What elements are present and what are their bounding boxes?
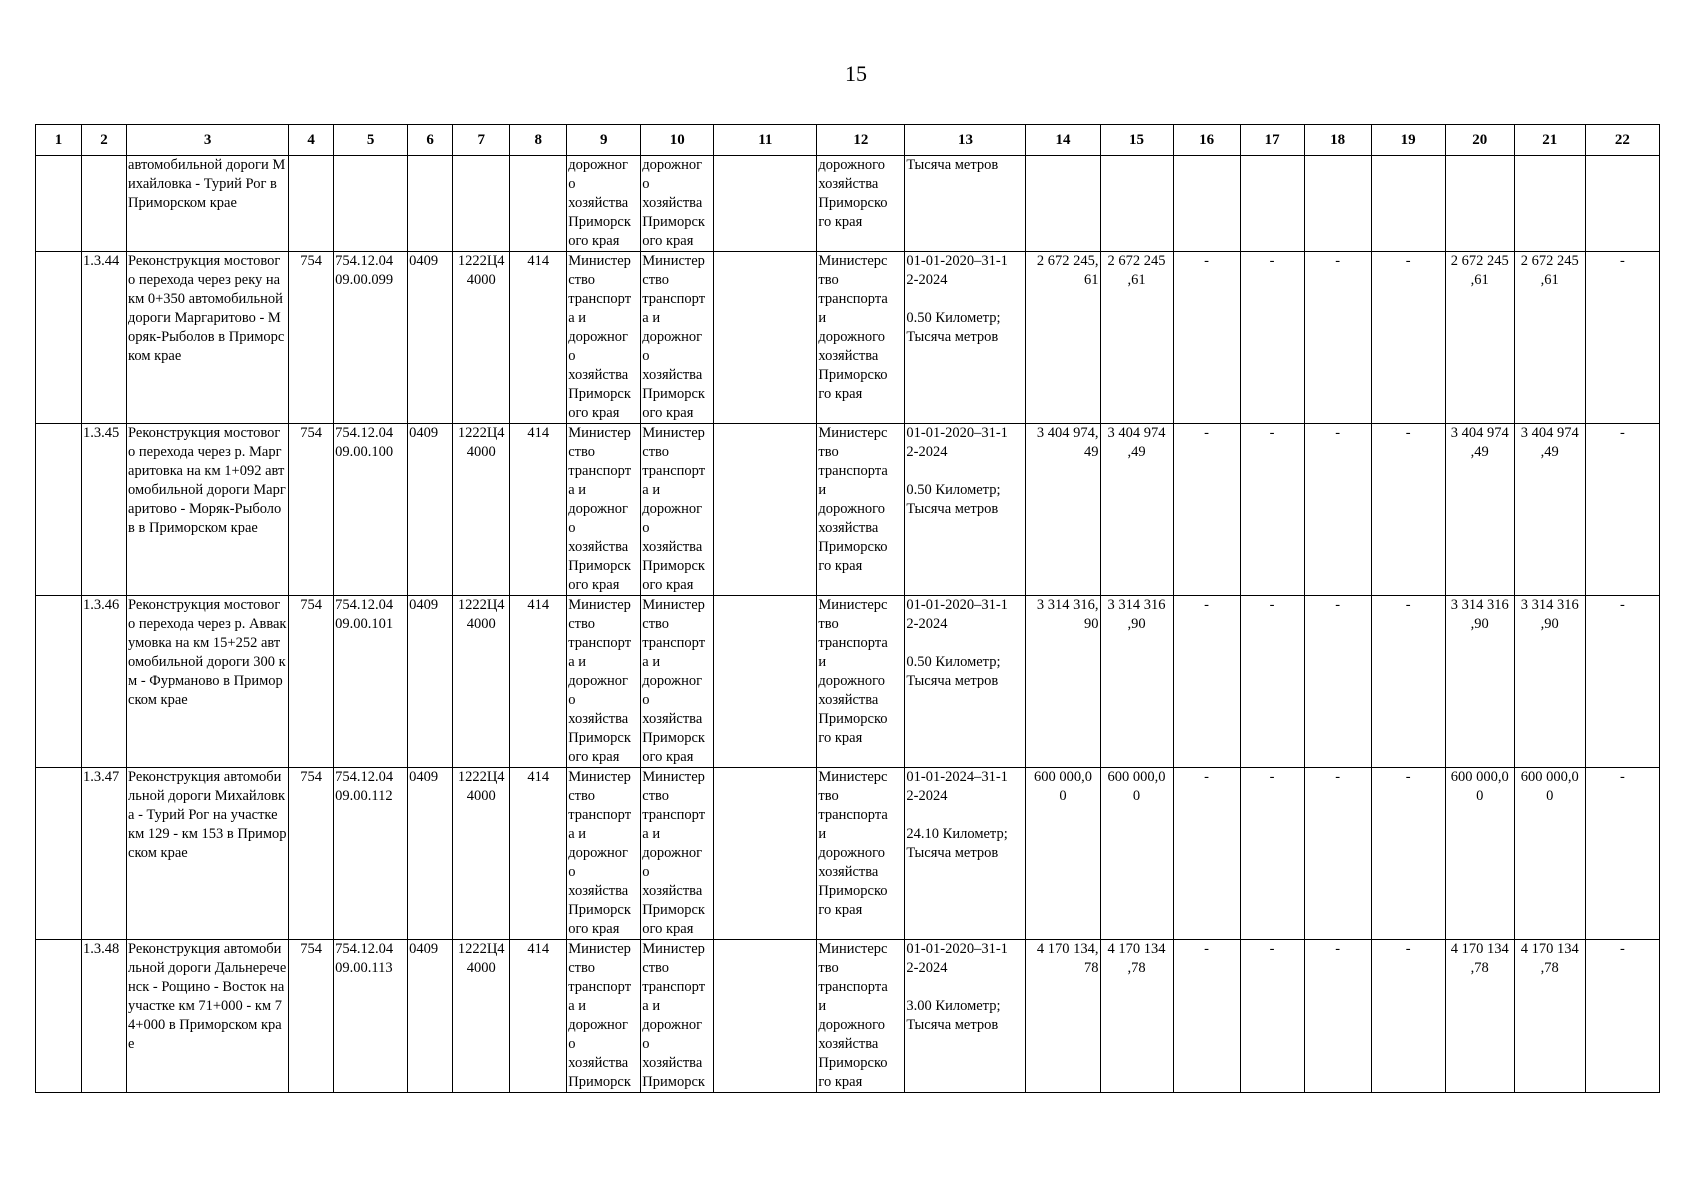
object-name: Реконструкция автомобильной дороги Михайловка - Турий Рог на участке км 129 - км 153 в Приморском крае — [127, 768, 289, 940]
table-cell — [36, 596, 82, 768]
table-cell: - — [1304, 424, 1371, 596]
table-cell: Министер ство транспорт а и дорожног о хозяйства Приморск ого края — [567, 424, 641, 596]
table-cell: - — [1371, 596, 1445, 768]
table-cell: 01-01-2020–31-1 2-2024 0.50 Километр; Тысяча метров — [905, 596, 1026, 768]
table-cell: Министерс тво транспорта и дорожного хозяйства Приморско го края — [817, 424, 905, 596]
object-name: Реконструкция мостового перехода через р. Маргаритовка на км 1+092 автомобильной дороги Маргаритово - Моряк-Рыболов в Приморском крае — [127, 424, 289, 596]
row-number: 1.3.45 — [82, 424, 127, 596]
table-cell: - — [1240, 596, 1304, 768]
table-cell — [36, 156, 82, 252]
amount-cell: 4 170 134, 78 — [1026, 940, 1100, 1093]
table-cell: дорожног о хозяйства Приморск ого края — [567, 156, 641, 252]
table-row — [36, 940, 1660, 1093]
table-cell: Министер ство транспорт а и дорожног о хозяйства Приморск — [567, 940, 641, 1093]
table-cell: - — [1173, 940, 1240, 1093]
header-cell: 12 — [817, 125, 905, 156]
data-table — [35, 124, 1660, 1093]
table-cell: 0409 — [408, 252, 453, 424]
table-cell — [714, 768, 817, 940]
table-cell: автомобильной дороги Михайловка - Турий Рог в Приморском крае — [127, 156, 289, 252]
table-cell — [334, 156, 408, 252]
table-cell — [453, 156, 510, 252]
header-cell: 1 — [36, 125, 82, 156]
header-cell: 20 — [1445, 125, 1514, 156]
table-cell: Министер ство транспорт а и дорожног о хозяйства Приморск ого края — [641, 768, 714, 940]
table-cell: 01-01-2020–31-1 2-2024 0.50 Километр; Тысяча метров — [905, 252, 1026, 424]
table-cell: - — [1304, 768, 1371, 940]
table-cell: - — [1585, 596, 1659, 768]
amount-cell: 3 404 974 ,49 — [1514, 424, 1585, 596]
header-cell: 17 — [1240, 125, 1304, 156]
header-cell: 14 — [1026, 125, 1100, 156]
header-cell: 11 — [714, 125, 817, 156]
header-cell: 4 — [289, 125, 334, 156]
table-cell: 01-01-2020–31-1 2-2024 3.00 Километр; Тысяча метров — [905, 940, 1026, 1093]
table-cell: 754 — [289, 424, 334, 596]
header-cell: 22 — [1585, 125, 1659, 156]
table-cell: - — [1240, 252, 1304, 424]
table-cell: Министерс тво транспорта и дорожного хозяйства Приморско го края — [817, 596, 905, 768]
row-number: 1.3.47 — [82, 768, 127, 940]
table-cell: - — [1173, 596, 1240, 768]
amount-cell: 3 314 316 ,90 — [1100, 596, 1173, 768]
table-cell — [1026, 156, 1100, 252]
table-cell: 01-01-2020–31-1 2-2024 0.50 Километр; Тысяча метров — [905, 424, 1026, 596]
amount-cell: 600 000,0 0 — [1445, 768, 1514, 940]
table-row — [36, 252, 1660, 424]
table-cell: 754 — [289, 596, 334, 768]
header-cell: 8 — [510, 125, 567, 156]
table-cell: Тысяча метров — [905, 156, 1026, 252]
amount-cell: 4 170 134 ,78 — [1100, 940, 1173, 1093]
table-cell: - — [1371, 424, 1445, 596]
table-cell — [1100, 156, 1173, 252]
table-cell: Министерс тво транспорта и дорожного хозяйства Приморско го края — [817, 940, 905, 1093]
table-cell — [714, 156, 817, 252]
header-cell: 2 — [82, 125, 127, 156]
table-cell: 414 — [510, 252, 567, 424]
table-row — [36, 596, 1660, 768]
header-row — [36, 125, 1660, 156]
table-cell — [1371, 156, 1445, 252]
table-cell: 0409 — [408, 424, 453, 596]
header-cell: 16 — [1173, 125, 1240, 156]
table-cell: 754.12.04 09.00.099 — [334, 252, 408, 424]
amount-cell: 2 672 245 ,61 — [1445, 252, 1514, 424]
table-cell: 1222Ц4 4000 — [453, 252, 510, 424]
table-cell — [510, 156, 567, 252]
table-cell: Министерс тво транспорта и дорожного хозяйства Приморско го края — [817, 252, 905, 424]
table-cell: 754.12.04 09.00.113 — [334, 940, 408, 1093]
table-cell: 1222Ц4 4000 — [453, 768, 510, 940]
table-cell: - — [1240, 424, 1304, 596]
table-cell: 0409 — [408, 768, 453, 940]
amount-cell: 2 672 245 ,61 — [1514, 252, 1585, 424]
amount-cell: 3 314 316 ,90 — [1514, 596, 1585, 768]
table-cell: 414 — [510, 424, 567, 596]
object-name: Реконструкция мостового перехода через р. Аввакумовка на км 15+252 автомобильной дороги 300 км - Фурманово в Приморском крае — [127, 596, 289, 768]
header-cell: 9 — [567, 125, 641, 156]
table-cell: Министер ство транспорт а и дорожног о хозяйства Приморск ого края — [641, 252, 714, 424]
table-cell: - — [1585, 768, 1659, 940]
table-cell: - — [1304, 596, 1371, 768]
table-cell: дорожного хозяйства Приморско го края — [817, 156, 905, 252]
amount-cell: 2 672 245, 61 — [1026, 252, 1100, 424]
table-row — [36, 424, 1660, 596]
table-cell — [714, 596, 817, 768]
table-cell: Министер ство транспорт а и дорожног о хозяйства Приморск ого края — [641, 596, 714, 768]
table-cell — [1585, 156, 1659, 252]
amount-cell: 4 170 134 ,78 — [1514, 940, 1585, 1093]
table-cell — [289, 156, 334, 252]
table-cell — [714, 252, 817, 424]
table-cell — [714, 940, 817, 1093]
table-cell: дорожног о хозяйства Приморск ого края — [641, 156, 714, 252]
table-cell: 1222Ц4 4000 — [453, 424, 510, 596]
table-cell — [36, 252, 82, 424]
table-cell — [1304, 156, 1371, 252]
amount-cell: 4 170 134 ,78 — [1445, 940, 1514, 1093]
table-cell — [1173, 156, 1240, 252]
table-cell: - — [1371, 768, 1445, 940]
table-row — [36, 768, 1660, 940]
amount-cell: 2 672 245 ,61 — [1100, 252, 1173, 424]
table-cell — [82, 156, 127, 252]
table-cell: 01-01-2024–31-1 2-2024 24.10 Километр; Тысяча метров — [905, 768, 1026, 940]
header-cell: 7 — [453, 125, 510, 156]
header-cell: 15 — [1100, 125, 1173, 156]
header-cell: 6 — [408, 125, 453, 156]
table-cell: 754.12.04 09.00.101 — [334, 596, 408, 768]
table-cell: 754 — [289, 252, 334, 424]
row-number: 1.3.46 — [82, 596, 127, 768]
table-cell: 414 — [510, 596, 567, 768]
table-cell: 754 — [289, 940, 334, 1093]
object-name: Реконструкция мостового перехода через реку на км 0+350 автомобильной дороги Маргаритово - Моряк-Рыболов в Приморском крае — [127, 252, 289, 424]
amount-cell: 600 000,0 0 — [1514, 768, 1585, 940]
table-cell: 0409 — [408, 940, 453, 1093]
table-cell: 1222Ц4 4000 — [453, 940, 510, 1093]
header-cell: 21 — [1514, 125, 1585, 156]
table-cell: - — [1304, 252, 1371, 424]
amount-cell: 600 000,0 0 — [1100, 768, 1173, 940]
table-cell: 754.12.04 09.00.100 — [334, 424, 408, 596]
amount-cell: 3 314 316 ,90 — [1445, 596, 1514, 768]
table-cell: - — [1173, 768, 1240, 940]
table-cell — [36, 424, 82, 596]
row-number: 1.3.48 — [82, 940, 127, 1093]
header-cell: 13 — [905, 125, 1026, 156]
table-cell: 754 — [289, 768, 334, 940]
table-cell: Министер ство транспорт а и дорожног о хозяйства Приморск ого края — [567, 252, 641, 424]
object-name: Реконструкция автомобильной дороги Дальнереченск - Рощино - Восток на участке км 71+000 - км 74+000 в Приморском крае — [127, 940, 289, 1093]
amount-cell: 600 000,0 0 — [1026, 768, 1100, 940]
table-cell: - — [1173, 424, 1240, 596]
table-cell: - — [1585, 424, 1659, 596]
table-cell: - — [1371, 940, 1445, 1093]
table-cell — [1445, 156, 1514, 252]
table-cell — [1240, 156, 1304, 252]
table-cell: 1222Ц4 4000 — [453, 596, 510, 768]
table-cell: Министер ство транспорт а и дорожног о хозяйства Приморск ого края — [567, 596, 641, 768]
header-cell: 5 — [334, 125, 408, 156]
table-cell: - — [1585, 252, 1659, 424]
row-number: 1.3.44 — [82, 252, 127, 424]
table-cell: - — [1240, 768, 1304, 940]
table-cell — [714, 424, 817, 596]
table-cell: - — [1304, 940, 1371, 1093]
table-cell: - — [1585, 940, 1659, 1093]
amount-cell: 3 404 974 ,49 — [1100, 424, 1173, 596]
table-cell: - — [1173, 252, 1240, 424]
header-cell: 19 — [1371, 125, 1445, 156]
table-cell: - — [1371, 252, 1445, 424]
table-cell: 0409 — [408, 596, 453, 768]
table-cell: Министерс тво транспорта и дорожного хозяйства Приморско го края — [817, 768, 905, 940]
table-cell — [408, 156, 453, 252]
amount-cell: 3 404 974, 49 — [1026, 424, 1100, 596]
table-cell: Министер ство транспорт а и дорожног о хозяйства Приморск — [641, 940, 714, 1093]
amount-cell: 3 314 316, 90 — [1026, 596, 1100, 768]
table-cell: Министер ство транспорт а и дорожног о хозяйства Приморск ого края — [641, 424, 714, 596]
table-cell: Министер ство транспорт а и дорожног о хозяйства Приморск ого края — [567, 768, 641, 940]
table-cell — [1514, 156, 1585, 252]
header-cell: 3 — [127, 125, 289, 156]
table-cell: 754.12.04 09.00.112 — [334, 768, 408, 940]
table-cell: 414 — [510, 940, 567, 1093]
table-cell — [36, 940, 82, 1093]
amount-cell: 3 404 974 ,49 — [1445, 424, 1514, 596]
table-cell — [36, 768, 82, 940]
page-number: 15 — [845, 61, 867, 86]
table-row-continuation — [36, 156, 1660, 252]
table-cell: - — [1240, 940, 1304, 1093]
table-cell: 414 — [510, 768, 567, 940]
header-cell: 10 — [641, 125, 714, 156]
header-cell: 18 — [1304, 125, 1371, 156]
